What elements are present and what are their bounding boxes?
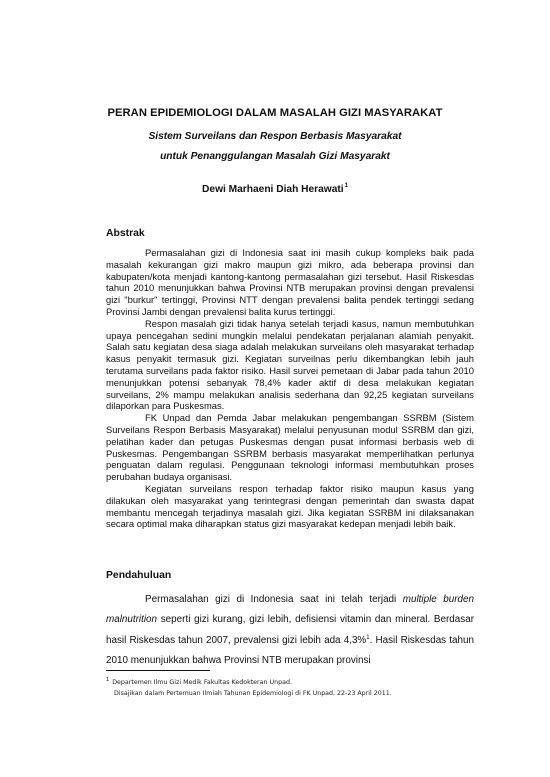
abstract-paragraph: FK Unpad dan Pemda Jabar melakukan pengembangan SSRBM (Sistem Surveilans Respon Berbasis Masyarakat) melalui penyusunan modul SSRBM dan gizi, pelatihan kader dan petugas Puskesmas dengan pusat informasi berbasis web di Puskesmas. Pengembangan SSRBM berbasis masyarakat memperlihatkan perlunya penguatan dalam regulasi. Penggunaan teknologi informasi membutuhkan proses perubahan budaya organisasi. [106, 412, 474, 483]
footnote-line-1 [106, 675, 486, 688]
intro-text-b: seperti gizi kurang, gizi lebih, defisiensi vitamin dan mineral. Berdasar hasil Riskesdas tahun 2007, prevalensi gizi lebih ada 4,3% [106, 613, 474, 647]
abstract-paragraph: Permasalahan gizi di Indonesia saat ini masih cukup kompleks baik pada masalah kekurangan gizi makro maupun gizi mikro, ada beberapa provinsi dan kabupaten/kota menjadi kantong-kantong permasalahan gizi tersebut. Hasil Riskesdas tahun 2010 menunjukkan bahwa Provinsi NTB merupakan provinsi dengan prevalensi gizi "burkur" tertinggi, Provinsi NTT dengan prevalensi balita pendek tertinggi sedang Provinsi Jambi dengan prevalensi balita kurus tertinggi. [106, 247, 474, 317]
author-footnote-marker: 1 [344, 183, 348, 189]
document-title: PERAN EPIDEMIOLOGI DALAM MASALAH GIZI MASYARAKAT [107, 107, 443, 119]
abstract-body [106, 247, 474, 530]
introduction-paragraph [106, 590, 474, 670]
intro-text-c: . Hasil Riskesdas tahun 2010 menunjukkan bahwa Provinsi NTB merupakan provinsi [106, 635, 474, 666]
introduction-body [106, 590, 474, 670]
intro-italic-term: multiple burden malnutrition [106, 594, 474, 625]
footnote-marker: 1 [106, 677, 110, 683]
intro-citation-marker: 1 [366, 635, 370, 642]
footnote-line-2: Disajikan dalam Pertemuan Ilmiah Tahunan Epidemiologi di FK Unpad, 22-23 April 2011. [114, 690, 392, 697]
introduction-heading: Pendahuluan [106, 570, 172, 581]
intro-text-a: Permasalahan gizi di Indonesia saat ini telah terjadi [145, 594, 403, 605]
author-line [0, 183, 550, 195]
abstract-paragraph: Kegiatan surveilans respon terhadap faktor risiko maupun kasus yang dilakukan oleh masyarakat yang terintegrasi dengan pemerintah dan swasta dapat membantu mencegah terjadinya masalah gizi. Jika kegiatan SSRBM ini dilaksanakan secara optimal maka diharapkan status gizi masyarakat kedepan menjadi lebih baik. [106, 482, 474, 530]
abstract-paragraph: Respon masalah gizi tidak hanya setelah terjadi kasus, namun membutuhkan upaya pencegahan sedini mungkin melalui pendekatan perjalanan alamiah penyakit. Salah satu kegiatan desa siaga adalah melakukan surveilans oleh masyarakat terhadap kasus penyakit termasuk gizi. Kegiatan surveilnas perlu dikembangkan lebih jauh terutama surveilans pada faktor risiko. Hasil survei pemetaan di Jabar pada tahun 2010 menunjukkan potensi sebanyak 78,4% kader aktif di desa melakukan kegiatan surveilans, 2% mampu melakukan analisis sederhana dan 92,25 kegiatan surveilans dilaporkan para Puskesmas. [106, 317, 474, 412]
footnote-affiliation: Departemen Ilmu Gizi Medik Fakultas Kedokteran Unpad. [112, 679, 292, 686]
subtitle-line-2: untuk Penanggulangan Masalah Gizi Masyarakt [160, 151, 390, 162]
subtitle-line-1: Sistem Surveilans dan Respon Berbasis Masyarakat [148, 131, 402, 142]
footnote-divider [106, 670, 210, 671]
author-name: Dewi Marhaeni Diah Herawati [202, 184, 344, 195]
abstract-heading: Abstrak [106, 228, 145, 239]
footnote [106, 675, 486, 699]
